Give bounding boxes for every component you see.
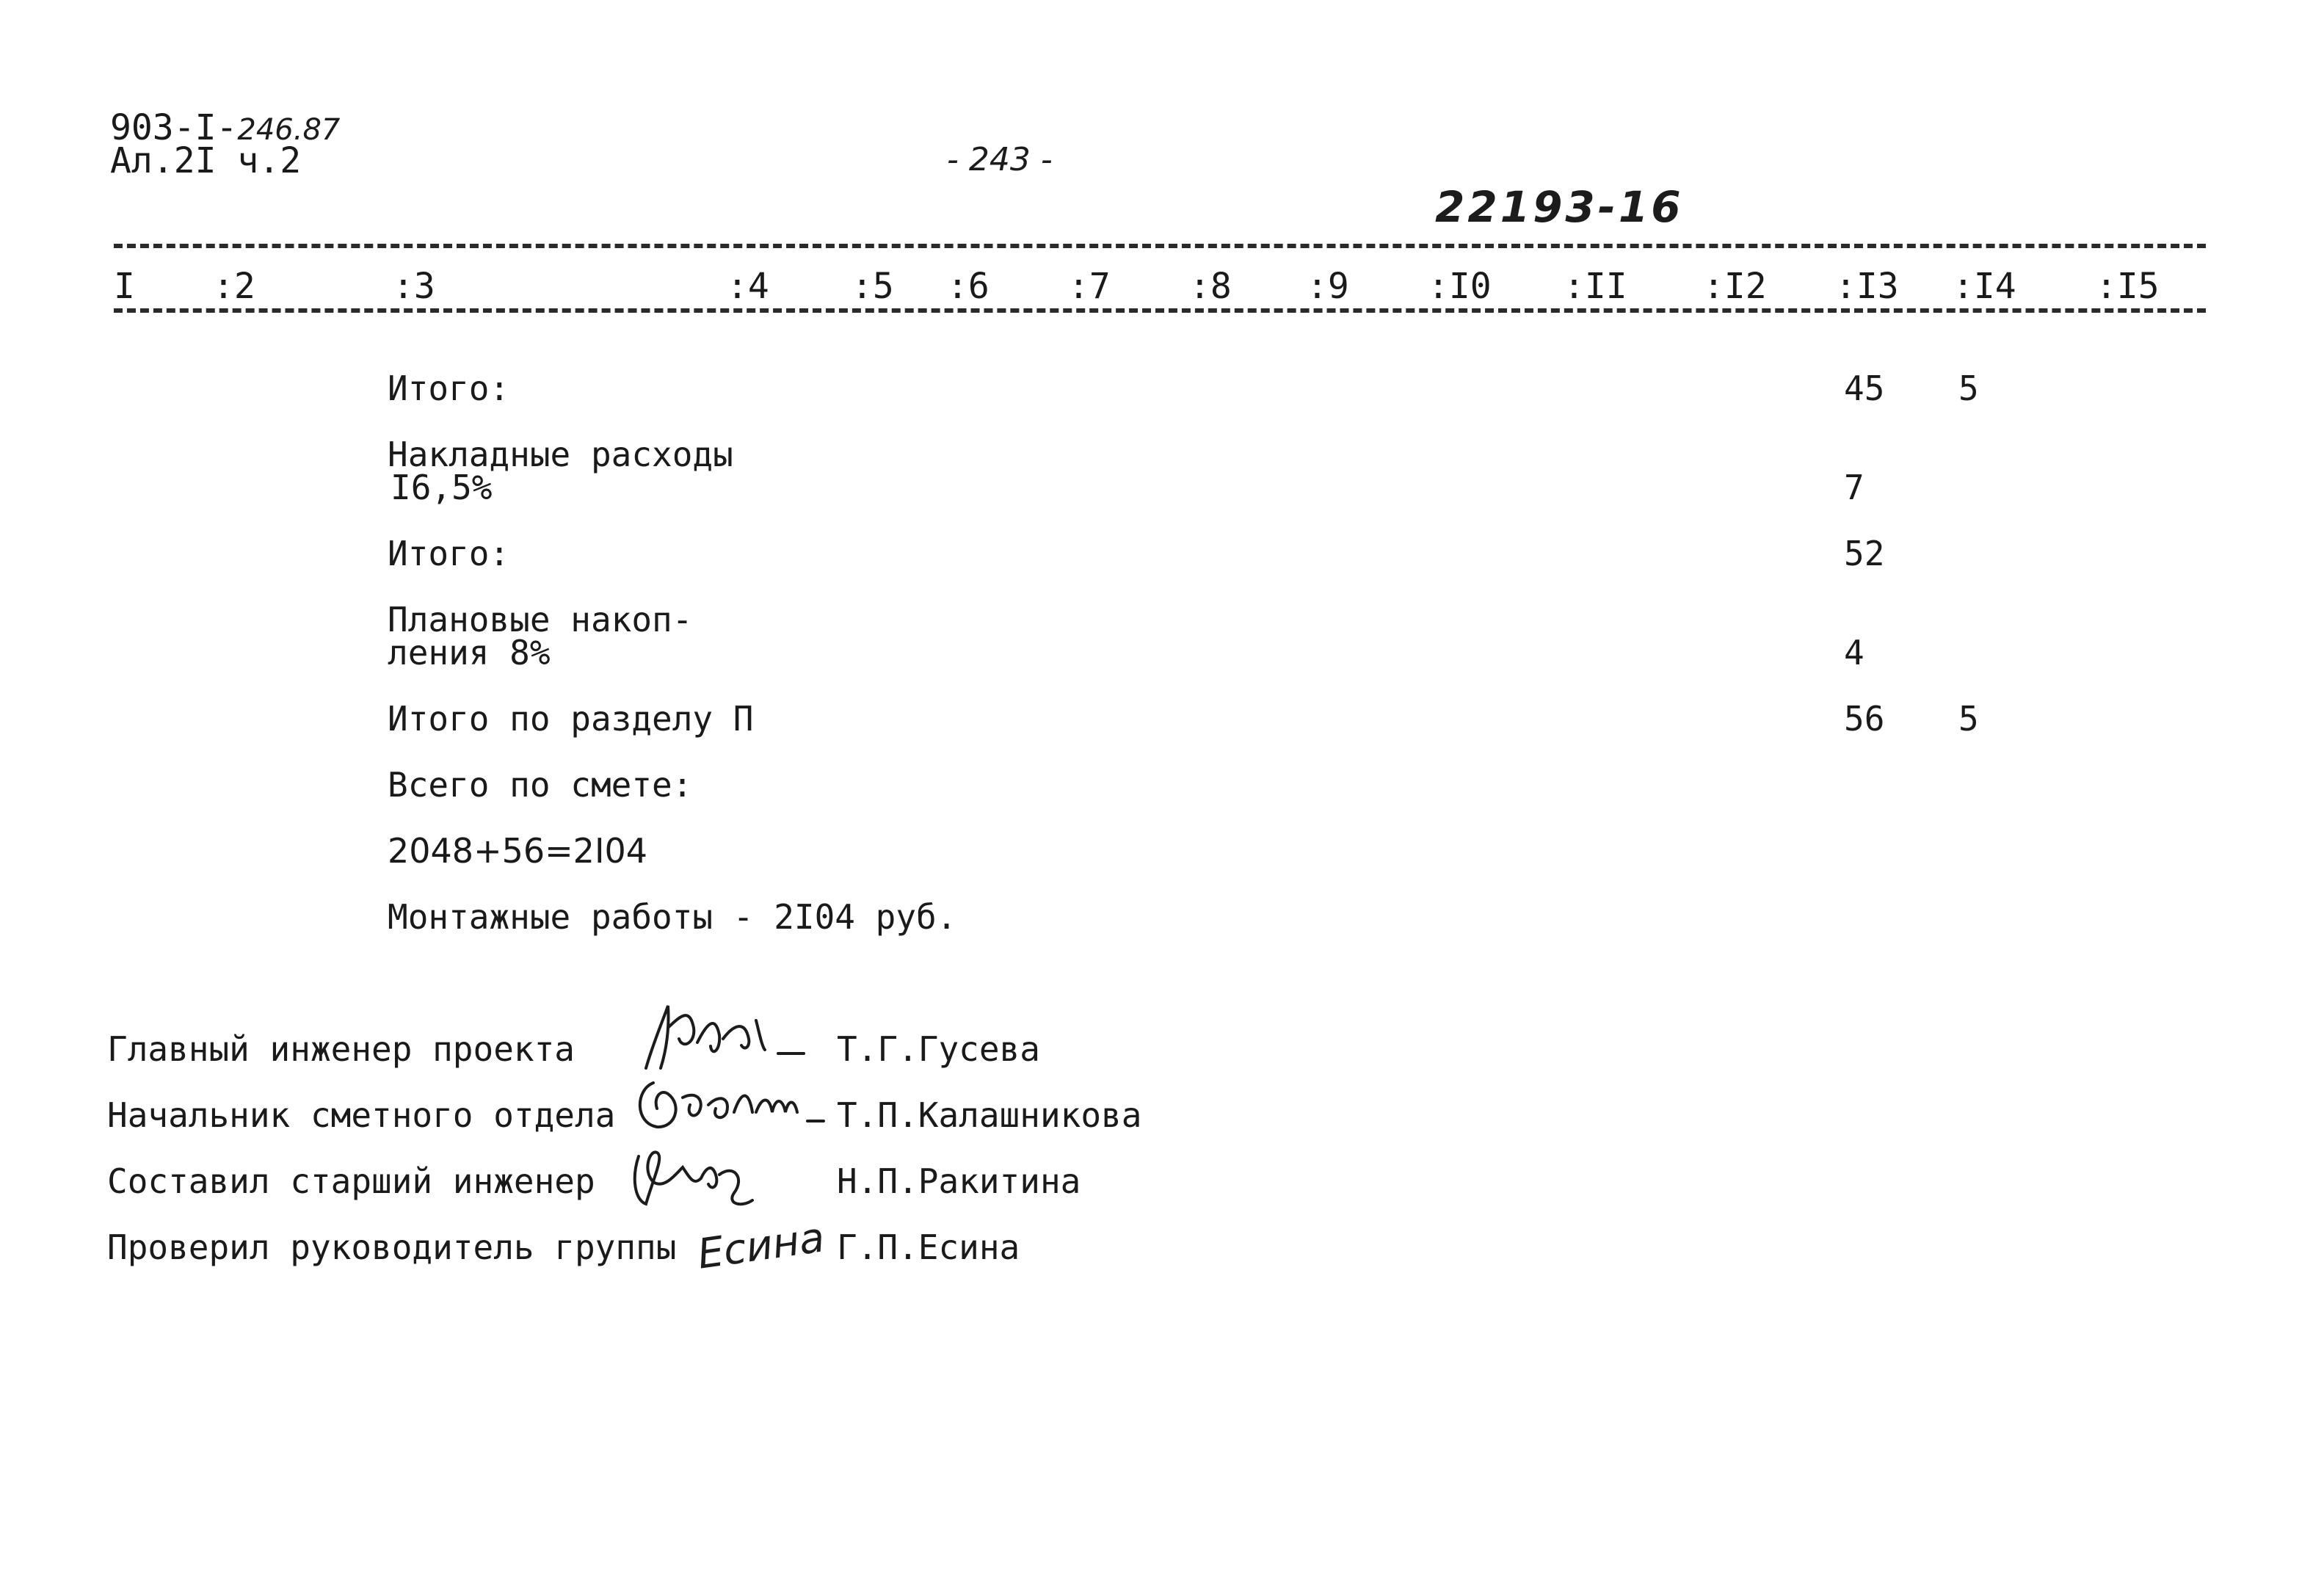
- header-rule-bottom: [114, 308, 2206, 313]
- signature-scribble: [639, 998, 815, 1079]
- column-header-9: :9: [1307, 266, 1349, 307]
- page-number: - 243 -: [947, 141, 1053, 178]
- row-label: Монтажные работы - 2I04 руб.: [388, 897, 957, 937]
- row-value-col13: 4: [1844, 633, 1864, 672]
- row-label-continued: ления 8%: [388, 633, 551, 672]
- column-header-4: :4: [727, 266, 769, 307]
- row-label: Итого:: [388, 369, 510, 408]
- row-label: Всего по смете:: [388, 765, 693, 805]
- row-label: Итого по разделу П: [388, 699, 754, 739]
- signature-title: Главный инженер проекта: [107, 1029, 575, 1069]
- column-header-14: :I4: [1953, 266, 2016, 307]
- row-value-col14: 5: [1958, 369, 1979, 408]
- column-header-11: :II: [1564, 266, 1627, 307]
- document-code-prefix: 903-I-: [110, 107, 238, 148]
- album-label: Ал.2I ч.2: [110, 140, 302, 181]
- header-rule-top: [114, 244, 2206, 248]
- row-label: 2048+56=2I04: [388, 831, 648, 871]
- column-header-15: :I5: [2096, 266, 2160, 307]
- row-label-continued: I6,5%: [391, 468, 493, 507]
- signature-scribble: [631, 1068, 829, 1142]
- signature-name: Н.П.Ракитина: [837, 1161, 1081, 1201]
- signature-scribble-text: Есина: [694, 1214, 828, 1279]
- row-label: Накладные расходы: [388, 435, 733, 474]
- signature-title: Начальник сметного отдела: [107, 1095, 616, 1135]
- signature-name: Г.П.Есина: [837, 1227, 1020, 1267]
- signature-name: Т.П.Калашникова: [837, 1095, 1142, 1135]
- signature-title: Составил старший инженер: [107, 1161, 595, 1201]
- column-header-1: I: [114, 266, 135, 307]
- row-value-col13: 7: [1844, 468, 1864, 507]
- column-header-13: :I3: [1835, 266, 1899, 307]
- row-label: Итого:: [388, 534, 510, 573]
- inventory-number: 22193-16: [1435, 182, 1684, 232]
- row-label: Плановые накоп-: [388, 600, 693, 639]
- column-header-8: :8: [1189, 266, 1232, 307]
- row-value-col14: 5: [1958, 699, 1979, 739]
- row-value-col13: 45: [1844, 369, 1885, 408]
- column-header-5: :5: [851, 266, 894, 307]
- signature-name: Т.Г.Гусева: [837, 1029, 1040, 1069]
- column-header-2: :2: [213, 266, 255, 307]
- column-header-12: :I2: [1703, 266, 1767, 307]
- column-header-10: :I0: [1428, 266, 1492, 307]
- column-header-6: :6: [947, 266, 989, 307]
- row-value-col13: 56: [1844, 699, 1885, 739]
- document-code-handwritten: 246.87: [237, 113, 341, 147]
- signature-scribble: [624, 1134, 771, 1222]
- row-value-col13: 52: [1844, 534, 1885, 573]
- column-header-7: :7: [1068, 266, 1111, 307]
- column-header-3: :3: [393, 266, 435, 307]
- signature-title: Проверил руководитель группы: [107, 1227, 677, 1267]
